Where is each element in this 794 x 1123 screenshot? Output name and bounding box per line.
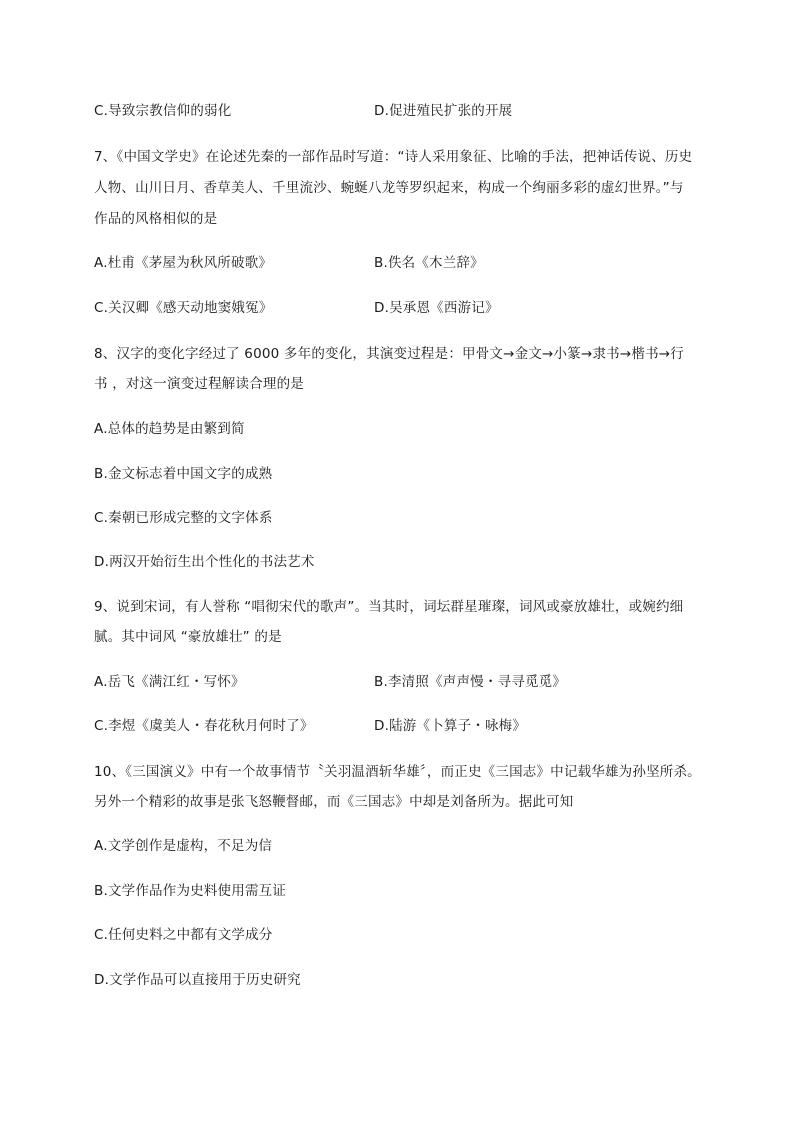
q7-option-c: C.关汉卿《感天动地窦娥冤》 <box>94 300 273 316</box>
q6-option-d: D.促进殖民扩张的开展 <box>374 103 513 119</box>
q10-option-c: C.任何史料之中都有文学成分 <box>94 927 273 943</box>
q8-stem-line-2: 书 ，对这一演变过程解读合理的是 <box>94 376 304 392</box>
q6-option-c: C.导致宗教信仰的弱化 <box>94 103 232 119</box>
q7-stem-line-3: 作品的风格相似的是 <box>94 211 218 227</box>
q9-stem-line-1: 9、说到宋词，有人誉称 “唱彻宋代的歌声”。当其时，词坛群星璀璨，词风或豪放雄壮，或婉约细 <box>94 599 684 615</box>
q7-option-d: D.吴承恩《西游记》 <box>374 300 499 316</box>
q8-stem-line-1: 8、汉字的变化字经过了 6000 多年的变化，其演变过程是：甲骨文→金文→小篆→隶书→楷书→行 <box>94 346 684 362</box>
q8-option-d: D.两汉开始衍生出个性化的书法艺术 <box>94 554 315 570</box>
q9-option-a: A.岳飞《满江红・写怀》 <box>94 674 245 690</box>
q9-option-d: D.陆游《卜算子・咏梅》 <box>374 718 527 734</box>
q8-option-b: B.金文标志着中国文字的成熟 <box>94 466 273 482</box>
q7-option-b: B.佚名《木兰辞》 <box>374 255 484 271</box>
q10-option-a: A.文学创作是虚构，不足为信 <box>94 838 273 854</box>
q9-option-c: C.李煜《虞美人・春花秋月何时了》 <box>94 718 314 734</box>
q10-stem-line-1: 10、《三国演义》中有一个故事情节〝关羽温酒斩华雄〞，而正史《三国志》中记载华雄为孙坚所杀。 <box>94 764 701 780</box>
q10-stem-line-2: 另外一个精彩的故事是张飞怒鞭督邮，而《三国志》中却是刘备所为。据此可知 <box>94 794 574 810</box>
q8-option-c: C.秦朝已形成完整的文字体系 <box>94 510 273 526</box>
q7-stem-line-2: 人物、山川日月、香草美人、千里流沙、蜿蜒八龙等罗织起来，构成一个绚丽多彩的虚幻世界。”与 <box>94 180 684 196</box>
q10-option-b: B.文学作品作为史料使用需互证 <box>94 883 287 899</box>
q8-option-a: A.总体的趋势是由繁到简 <box>94 421 245 437</box>
q10-option-d: D.文学作品可以直接用于历史研究 <box>94 972 301 988</box>
q9-option-b: B.李清照《声声慢・寻寻觅觅》 <box>374 674 567 690</box>
q7-stem-line-1: 7、《中国文学史》在论述先秦的一部作品时写道：“诗人采用象征、比喻的手法，把神话传说、历史 <box>94 149 693 165</box>
q7-option-a: A.杜甫《茅屋为秋风所破歌》 <box>94 255 273 271</box>
q9-stem-line-2: 腻。其中词风 “豪放雄壮” 的是 <box>94 629 282 645</box>
